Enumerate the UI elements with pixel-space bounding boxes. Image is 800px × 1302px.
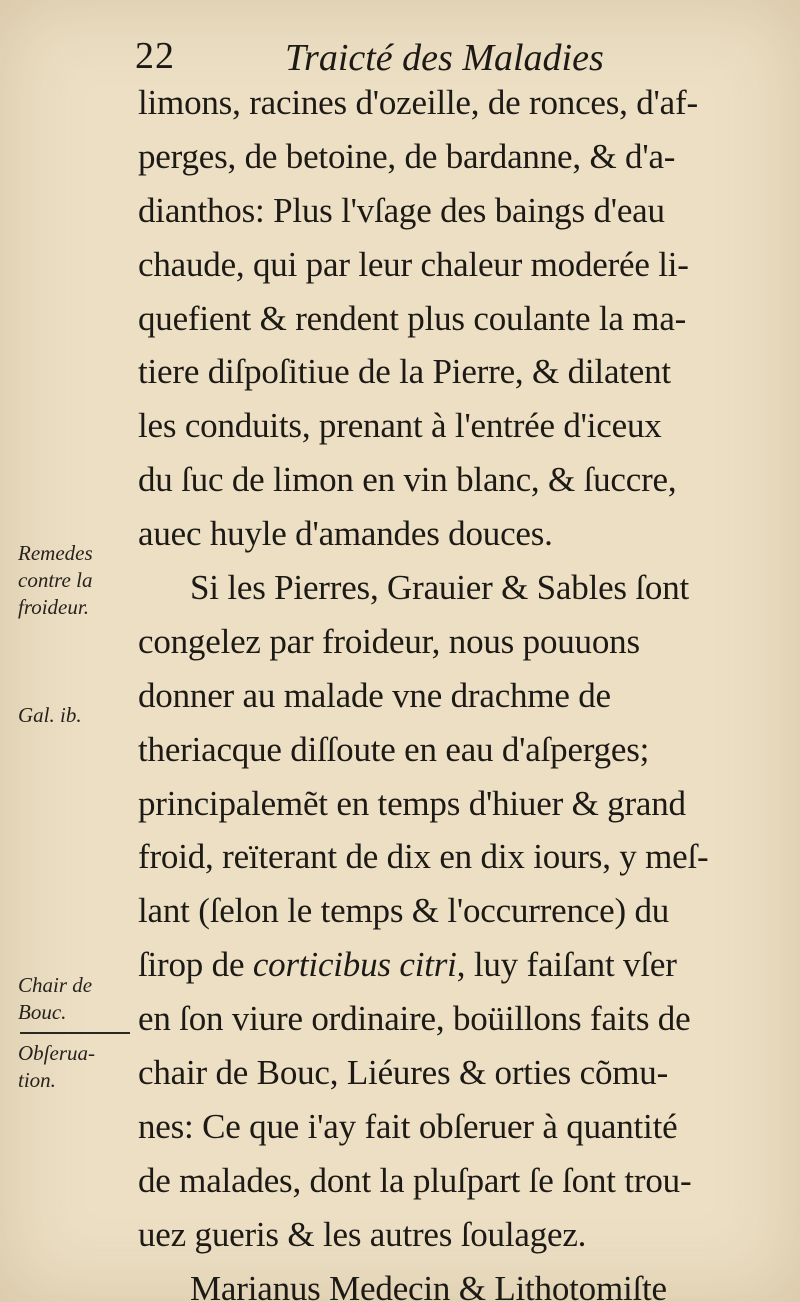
margin-note-galen <box>18 702 82 729</box>
page-number: 22 <box>135 35 175 77</box>
margin-note-line: froideur. <box>18 595 89 619</box>
margin-note-line: Bouc. <box>18 1000 67 1024</box>
margin-note-line: Gal. ib. <box>18 703 82 727</box>
margin-note-observation <box>18 1040 95 1094</box>
latin-term: corticibus citri <box>252 945 457 985</box>
text-line: lant (ſelon le temps & l'occurrence) du <box>138 891 670 931</box>
margin-note-line: Chair de <box>18 973 93 997</box>
text-line: theriacque diſſoute en eau d'aſperges; <box>138 729 650 769</box>
margin-note-line: Obſerua- <box>18 1041 95 1065</box>
text-line: donner au malade vne drachme de <box>138 675 611 715</box>
margin-note-line: contre la <box>18 568 93 592</box>
text-line: en ſon viure ordinaire, boüillons faits de <box>138 999 691 1039</box>
text-line: principalemẽt en temps d'hiuer & grand <box>138 783 686 823</box>
text-line: perges, de betoine, de bardanne, & d'a- <box>138 136 676 176</box>
text-segment: , luy faiſant vſer <box>456 945 677 985</box>
text-line: uez gueris & les autres ſoulagez. <box>138 1214 587 1254</box>
text-line: de malades, dont la pluſpart ſe ſont trou- <box>138 1160 692 1200</box>
text-line: du ſuc de limon en vin blanc, & ſuccre, <box>138 460 677 500</box>
body-text <box>138 76 778 1302</box>
text-line: tiere diſpoſitiue de la Pierre, & dilatent <box>138 352 671 392</box>
text-segment: ſirop de <box>138 945 253 985</box>
text-line: froid, reïterant de dix en dix iours, y meſ- <box>138 837 709 877</box>
margin-note-line: Remedes <box>18 541 93 565</box>
text-line: les conduits, prenant à l'entrée d'iceux <box>138 406 662 446</box>
text-line: chair de Bouc, Liéures & orties cõmu- <box>138 1053 669 1093</box>
text-line: chaude, qui par leur chaleur moderée li- <box>138 244 689 284</box>
text-line <box>138 938 778 992</box>
text-line: nes: Ce que i'ay fait obſeruer à quantité <box>138 1106 678 1146</box>
running-head: Traicté des Maladies <box>285 37 604 79</box>
text-line: dianthos: Plus l'vſage des baings d'eau <box>138 190 665 230</box>
text-line: Marianus Medecin & Lithotomiſte <box>190 1268 667 1302</box>
text-line: auec huyle d'amandes douces. <box>138 514 553 554</box>
text-line: limons, racines d'ozeille, de ronces, d'af- <box>138 83 698 122</box>
margin-note-remedes <box>18 540 93 621</box>
margin-note-chair <box>18 972 92 1026</box>
text-line: Si les Pierres, Grauier & Sables ſont <box>190 568 690 608</box>
margin-note-line: tion. <box>18 1068 56 1092</box>
text-line: quefient & rendent plus coulante la ma- <box>138 298 687 338</box>
text-line: congelez par froideur, nous pouuons <box>138 621 640 661</box>
margin-divider <box>20 1032 130 1034</box>
